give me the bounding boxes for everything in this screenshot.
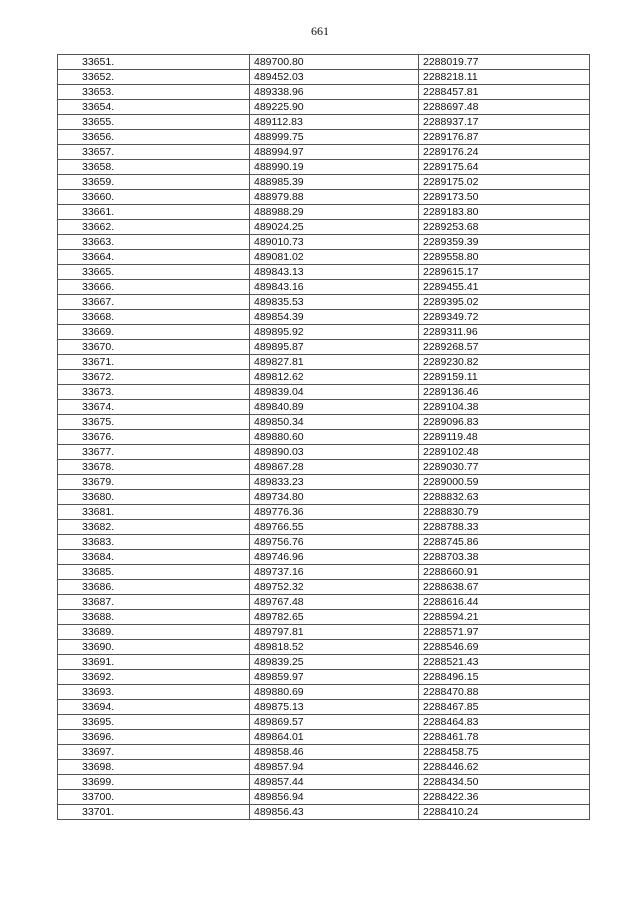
table-row: [58, 790, 590, 805]
y-coordinate-cell: 2289104.38: [419, 400, 590, 415]
x-coordinate-cell: 489869.57: [250, 715, 419, 730]
table-row: [58, 190, 590, 205]
point-number-cell: 33661.: [58, 205, 250, 220]
y-coordinate-cell: 2289173.50: [419, 190, 590, 205]
x-coordinate-cell: 489225.90: [250, 100, 419, 115]
point-number-cell: 33651.: [58, 55, 250, 70]
table-row: [58, 580, 590, 595]
table-row: [58, 670, 590, 685]
table-row: [58, 370, 590, 385]
x-coordinate-cell: 489867.28: [250, 460, 419, 475]
table-row: [58, 160, 590, 175]
x-coordinate-cell: 488988.29: [250, 205, 419, 220]
y-coordinate-cell: 2288422.36: [419, 790, 590, 805]
point-number-cell: 33696.: [58, 730, 250, 745]
y-coordinate-cell: 2288832.63: [419, 490, 590, 505]
y-coordinate-cell: 2288446.62: [419, 760, 590, 775]
point-number-cell: 33676.: [58, 430, 250, 445]
point-number-cell: 33670.: [58, 340, 250, 355]
table-row: [58, 175, 590, 190]
point-number-cell: 33653.: [58, 85, 250, 100]
table-row: [58, 490, 590, 505]
y-coordinate-cell: 2288616.44: [419, 595, 590, 610]
y-coordinate-cell: 2288470.88: [419, 685, 590, 700]
table-row: [58, 655, 590, 670]
y-coordinate-cell: 2288458.75: [419, 745, 590, 760]
y-coordinate-cell: 2289349.72: [419, 310, 590, 325]
point-number-cell: 33689.: [58, 625, 250, 640]
point-number-cell: 33667.: [58, 295, 250, 310]
table-row: [58, 265, 590, 280]
x-coordinate-cell: 489746.96: [250, 550, 419, 565]
point-number-cell: 33692.: [58, 670, 250, 685]
y-coordinate-cell: 2288410.24: [419, 805, 590, 820]
x-coordinate-cell: 489024.25: [250, 220, 419, 235]
y-coordinate-cell: 2289268.57: [419, 340, 590, 355]
y-coordinate-cell: 2288937.17: [419, 115, 590, 130]
point-number-cell: 33682.: [58, 520, 250, 535]
x-coordinate-cell: 489766.55: [250, 520, 419, 535]
point-number-cell: 33669.: [58, 325, 250, 340]
y-coordinate-cell: 2288788.33: [419, 520, 590, 535]
point-number-cell: 33678.: [58, 460, 250, 475]
table-row: [58, 715, 590, 730]
table-row: [58, 130, 590, 145]
x-coordinate-cell: 489737.16: [250, 565, 419, 580]
table-row: [58, 625, 590, 640]
x-coordinate-cell: 489700.80: [250, 55, 419, 70]
y-coordinate-cell: 2289558.80: [419, 250, 590, 265]
y-coordinate-cell: 2289253.68: [419, 220, 590, 235]
x-coordinate-cell: 489452.03: [250, 70, 419, 85]
y-coordinate-cell: 2288464.83: [419, 715, 590, 730]
point-number-cell: 33654.: [58, 100, 250, 115]
table-row: [58, 295, 590, 310]
x-coordinate-cell: 489812.62: [250, 370, 419, 385]
table-row: [58, 325, 590, 340]
point-number-cell: 33677.: [58, 445, 250, 460]
point-number-cell: 33668.: [58, 310, 250, 325]
y-coordinate-cell: 2289176.87: [419, 130, 590, 145]
x-coordinate-cell: 489797.81: [250, 625, 419, 640]
y-coordinate-cell: 2289096.83: [419, 415, 590, 430]
page-number: 661: [311, 24, 329, 38]
y-coordinate-cell: 2289615.17: [419, 265, 590, 280]
table-row: [58, 595, 590, 610]
table-row: [58, 460, 590, 475]
x-coordinate-cell: 489839.25: [250, 655, 419, 670]
y-coordinate-cell: 2288467.85: [419, 700, 590, 715]
y-coordinate-cell: 2288638.67: [419, 580, 590, 595]
x-coordinate-cell: 489835.53: [250, 295, 419, 310]
table-row: [58, 385, 590, 400]
x-coordinate-cell: 489752.32: [250, 580, 419, 595]
x-coordinate-cell: 489839.04: [250, 385, 419, 400]
y-coordinate-cell: 2289455.41: [419, 280, 590, 295]
table-row: [58, 355, 590, 370]
y-coordinate-cell: 2288457.81: [419, 85, 590, 100]
table-row: [58, 685, 590, 700]
point-number-cell: 33695.: [58, 715, 250, 730]
y-coordinate-cell: 2288830.79: [419, 505, 590, 520]
point-number-cell: 33666.: [58, 280, 250, 295]
point-number-cell: 33663.: [58, 235, 250, 250]
y-coordinate-cell: 2288660.91: [419, 565, 590, 580]
y-coordinate-cell: 2289175.64: [419, 160, 590, 175]
x-coordinate-cell: 489857.94: [250, 760, 419, 775]
table-row: [58, 250, 590, 265]
x-coordinate-cell: 489081.02: [250, 250, 419, 265]
point-number-cell: 33665.: [58, 265, 250, 280]
point-number-cell: 33690.: [58, 640, 250, 655]
y-coordinate-cell: 2288434.50: [419, 775, 590, 790]
x-coordinate-cell: 489858.46: [250, 745, 419, 760]
x-coordinate-cell: 489782.65: [250, 610, 419, 625]
x-coordinate-cell: 488994.97: [250, 145, 419, 160]
point-number-cell: 33660.: [58, 190, 250, 205]
point-number-cell: 33659.: [58, 175, 250, 190]
point-number-cell: 33655.: [58, 115, 250, 130]
x-coordinate-cell: 488979.88: [250, 190, 419, 205]
y-coordinate-cell: 2289311.96: [419, 325, 590, 340]
table-row: [58, 70, 590, 85]
x-coordinate-cell: 489776.36: [250, 505, 419, 520]
x-coordinate-cell: 489895.87: [250, 340, 419, 355]
y-coordinate-cell: 2288019.77: [419, 55, 590, 70]
y-coordinate-cell: 2289395.02: [419, 295, 590, 310]
x-coordinate-cell: 489827.81: [250, 355, 419, 370]
point-number-cell: 33672.: [58, 370, 250, 385]
point-number-cell: 33671.: [58, 355, 250, 370]
table-row: [58, 415, 590, 430]
table-row: [58, 145, 590, 160]
x-coordinate-cell: 489112.83: [250, 115, 419, 130]
y-coordinate-cell: 2289230.82: [419, 355, 590, 370]
x-coordinate-cell: 489010.73: [250, 235, 419, 250]
point-number-cell: 33699.: [58, 775, 250, 790]
point-number-cell: 33691.: [58, 655, 250, 670]
x-coordinate-cell: 488985.39: [250, 175, 419, 190]
point-number-cell: 33658.: [58, 160, 250, 175]
point-number-cell: 33683.: [58, 535, 250, 550]
table-row: [58, 805, 590, 820]
x-coordinate-cell: 489734.80: [250, 490, 419, 505]
x-coordinate-cell: 489767.48: [250, 595, 419, 610]
point-number-cell: 33684.: [58, 550, 250, 565]
y-coordinate-cell: 2289000.59: [419, 475, 590, 490]
x-coordinate-cell: 489864.01: [250, 730, 419, 745]
x-coordinate-cell: 489857.44: [250, 775, 419, 790]
point-number-cell: 33693.: [58, 685, 250, 700]
x-coordinate-cell: 489843.13: [250, 265, 419, 280]
point-number-cell: 33664.: [58, 250, 250, 265]
point-number-cell: 33657.: [58, 145, 250, 160]
point-number-cell: 33652.: [58, 70, 250, 85]
table-row: [58, 310, 590, 325]
table-row: [58, 745, 590, 760]
table-row: [58, 100, 590, 115]
y-coordinate-cell: 2289159.11: [419, 370, 590, 385]
table-row: [58, 445, 590, 460]
point-number-cell: 33694.: [58, 700, 250, 715]
x-coordinate-cell: 489895.92: [250, 325, 419, 340]
coordinates-table-body: [58, 55, 590, 820]
table-row: [58, 565, 590, 580]
point-number-cell: 33662.: [58, 220, 250, 235]
table-row: [58, 220, 590, 235]
y-coordinate-cell: 2288496.15: [419, 670, 590, 685]
table-row: [58, 205, 590, 220]
point-number-cell: 33680.: [58, 490, 250, 505]
y-coordinate-cell: 2289175.02: [419, 175, 590, 190]
table-row: [58, 505, 590, 520]
point-number-cell: 33686.: [58, 580, 250, 595]
table-row: [58, 115, 590, 130]
y-coordinate-cell: 2288218.11: [419, 70, 590, 85]
table-row: [58, 775, 590, 790]
point-number-cell: 33679.: [58, 475, 250, 490]
table-row: [58, 640, 590, 655]
point-number-cell: 33687.: [58, 595, 250, 610]
table-row: [58, 610, 590, 625]
table-row: [58, 400, 590, 415]
x-coordinate-cell: 489856.43: [250, 805, 419, 820]
y-coordinate-cell: 2289359.39: [419, 235, 590, 250]
y-coordinate-cell: 2288546.69: [419, 640, 590, 655]
point-number-cell: 33685.: [58, 565, 250, 580]
y-coordinate-cell: 2288703.38: [419, 550, 590, 565]
y-coordinate-cell: 2288461.78: [419, 730, 590, 745]
y-coordinate-cell: 2288697.48: [419, 100, 590, 115]
point-number-cell: 33700.: [58, 790, 250, 805]
table-row: [58, 535, 590, 550]
table-row: [58, 520, 590, 535]
table-row: [58, 760, 590, 775]
table-row: [58, 85, 590, 100]
point-number-cell: 33681.: [58, 505, 250, 520]
x-coordinate-cell: 489875.13: [250, 700, 419, 715]
point-number-cell: 33673.: [58, 385, 250, 400]
table-row: [58, 550, 590, 565]
table-row: [58, 430, 590, 445]
y-coordinate-cell: 2288745.86: [419, 535, 590, 550]
table-row: [58, 475, 590, 490]
point-number-cell: 33674.: [58, 400, 250, 415]
y-coordinate-cell: 2289176.24: [419, 145, 590, 160]
table-row: [58, 340, 590, 355]
coordinates-table: [57, 54, 590, 820]
table-row: [58, 55, 590, 70]
y-coordinate-cell: 2288521.43: [419, 655, 590, 670]
table-row: [58, 700, 590, 715]
x-coordinate-cell: 489338.96: [250, 85, 419, 100]
point-number-cell: 33698.: [58, 760, 250, 775]
x-coordinate-cell: 489756.76: [250, 535, 419, 550]
x-coordinate-cell: 489854.39: [250, 310, 419, 325]
y-coordinate-cell: 2288594.21: [419, 610, 590, 625]
point-number-cell: 33697.: [58, 745, 250, 760]
x-coordinate-cell: 489833.23: [250, 475, 419, 490]
y-coordinate-cell: 2289136.46: [419, 385, 590, 400]
x-coordinate-cell: 489850.34: [250, 415, 419, 430]
x-coordinate-cell: 488990.19: [250, 160, 419, 175]
point-number-cell: 33675.: [58, 415, 250, 430]
point-number-cell: 33688.: [58, 610, 250, 625]
table-row: [58, 235, 590, 250]
x-coordinate-cell: 489843.16: [250, 280, 419, 295]
table-row: [58, 730, 590, 745]
x-coordinate-cell: 489818.52: [250, 640, 419, 655]
x-coordinate-cell: 489890.03: [250, 445, 419, 460]
point-number-cell: 33656.: [58, 130, 250, 145]
y-coordinate-cell: 2288571.97: [419, 625, 590, 640]
y-coordinate-cell: 2289030.77: [419, 460, 590, 475]
point-number-cell: 33701.: [58, 805, 250, 820]
x-coordinate-cell: 489880.69: [250, 685, 419, 700]
x-coordinate-cell: 489859.97: [250, 670, 419, 685]
y-coordinate-cell: 2289119.48: [419, 430, 590, 445]
table-row: [58, 280, 590, 295]
y-coordinate-cell: 2289102.48: [419, 445, 590, 460]
x-coordinate-cell: 489856.94: [250, 790, 419, 805]
x-coordinate-cell: 489880.60: [250, 430, 419, 445]
x-coordinate-cell: 489840.89: [250, 400, 419, 415]
y-coordinate-cell: 2289183.80: [419, 205, 590, 220]
x-coordinate-cell: 488999.75: [250, 130, 419, 145]
